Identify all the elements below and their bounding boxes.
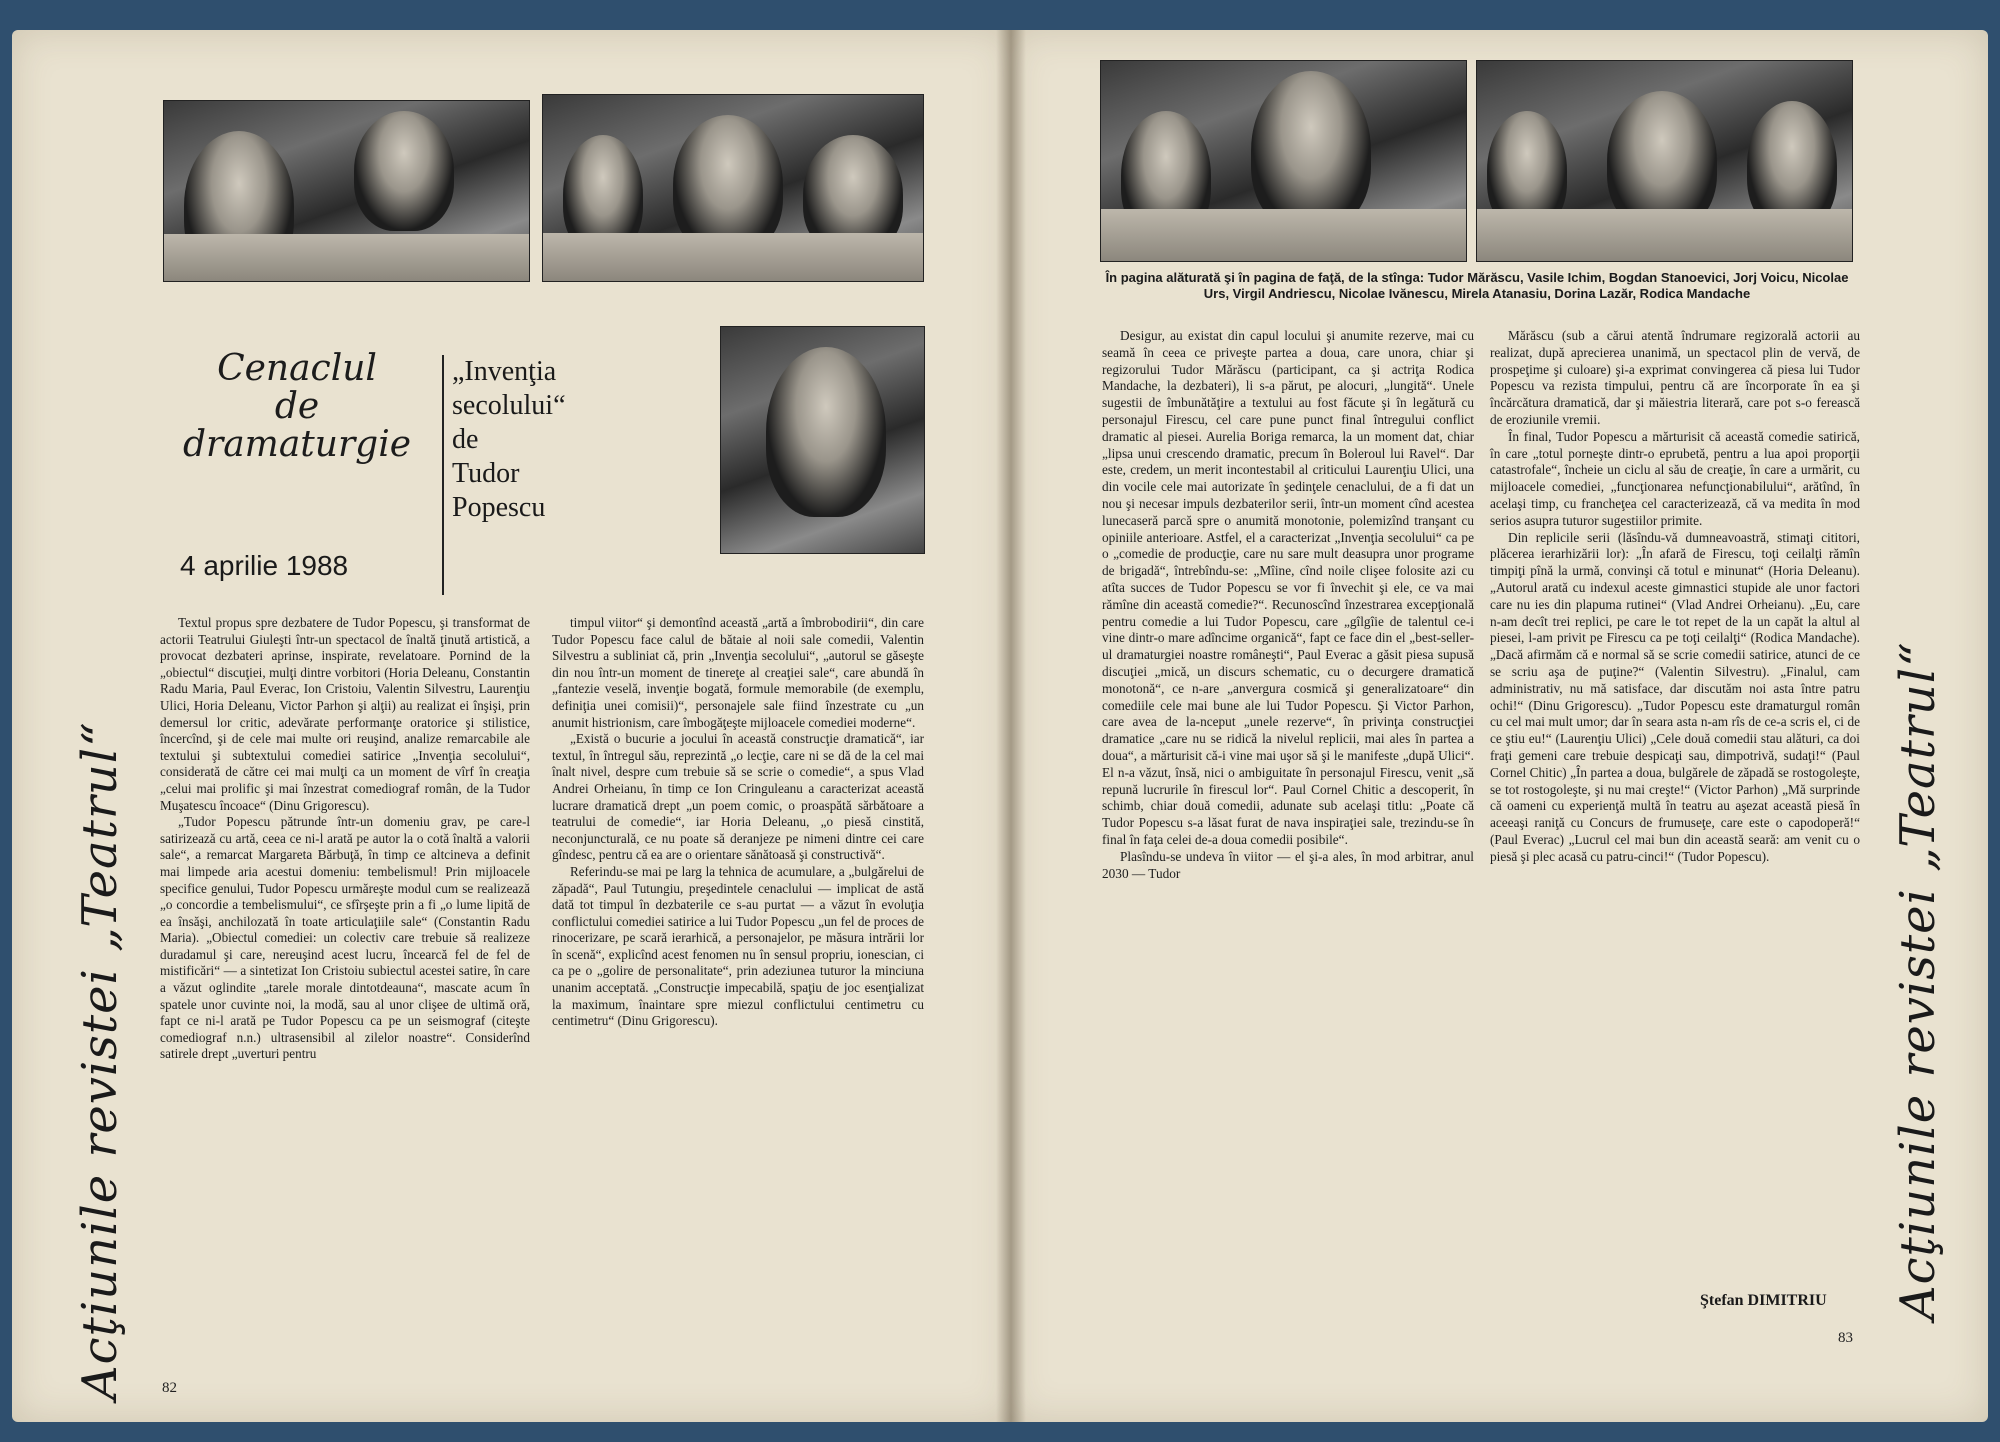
headline-line: de [274,385,320,427]
page-number-left: 82 [162,1380,177,1396]
paragraph: „Tudor Popescu pătrunde într-un domeniu grav, pe care-l satirizează cu artă, ceea ce ni-l arată pe autor la o cotă înaltă a valorii sale“, a remarcat Margareta Bărbuţă, în timp ce altcineva a definit mai limpede aria acestui domeniu: tembelismul! Prin mijloacele specifice genului, Tudor Popescu urmăreşte modul cum se realizează „o concordie a tembelismului“, ce sfîrşeşte prin a fi „o lume lipită de ea însăşi, anchilozată în toate articulaţiile sale“ (Constantin Radu Maria). „Obiectul comediei: un colectiv care trebuie să realizeze duradamul şi care, nereuşind acest lucru, încearcă fel de fel de mistificări“ — a sintetizat Ion Cristoiu subiectul acestei satire, în care a văzut oglindite „tarele morale dintotdeauna“, mascate acum în spatele unor cuvinte noi, la modă, sau al unor clişee de ultimă oră, fapt ce ni-l arată pe Tudor Popescu ca pe un seismograf (citeşte comediograf n.n.) ultrasensibil al zilelor noastre“. Considerînd satirele drept „uverturi pentru [160,814,530,1062]
event-date: 4 aprilie 1988 [180,550,349,581]
article-author: Ştefan DIMITRIU [1700,1292,1827,1309]
paragraph: Plasîndu-se undeva în viitor — el şi-a ales, în mod arbitrar, anul 2030 — Tudor [1102,848,1474,881]
right-column-1 [1102,328,1474,1338]
headline-line: Popescu [452,492,546,523]
sidebar-title-left: Acţiunile revistei „Teatrul“ [72,721,128,1400]
sidebar-title-right: Acţiunile revistei „Teatrul“ [1890,641,1946,1320]
paragraph: timpul viitor“ şi demontînd această „artă a îmbrobodirii“, din care Tudor Popescu face calul de bătaie al noii sale comedii, Valentin Silvestru a subliniat că, prin „Invenţia secolului“, „autorul se găseşte din nou într-un moment de tinereţe al creaţiei sale“, care abundă în „fantezie veselă, invenţie bogată, formule memorabile (de exemplu, definiţia unei comisii)“, personajele sale fiind înzestrate cu „un anumit histrionism, care îmbogăţeşte mijloacele comediei moderne“. [552,615,924,730]
paragraph: În final, Tudor Popescu a mărturisit că această comedie satirică, în care „totul porneşte dintr-o eprubetă, pentru a lua apoi proporţii catastrofale“, încheie un ciclu al său de creaţie, în care a urmărit, cu mijloacele comediei, „funcţionarea nefuncţionabilului“, arătînd, în acelaşi timp, cu francheţea cel caracterizează, că va medita în mod serios asupra tuturor sugestiilor primite. [1490,428,1860,528]
headline-line: „Invenţia [452,356,557,387]
headline-inventia [452,355,652,525]
photo-tudor-popescu [720,326,925,554]
headline-cenaclu [162,350,432,463]
headline-line: Cenaclul [217,348,377,389]
paragraph: Mărăscu (sub a cărui atentă îndrumare regizorală actorii au realizat, după aprecierea unanimă, un spectacol plin de vervă, de prospeţime şi culoare) şi-a exprimat convingerea că piesa lui Tudor Popescu va rezista timpului, pentru că are încorporate în ea şi încărcătura dramatică, dar şi măiestria literară, care pot s-o ferească de eroziunile vremii. [1490,328,1860,427]
page-number-right: 83 [1838,1330,1853,1346]
right-column-2 [1490,328,1860,1278]
photo-caption: În pagina alăturată şi în pagina de faţă, de la stînga: Tudor Mărăscu, Vasile Ichim, Bogdan Stanoevici, Jorj Voicu, Nicolae Urs, Virgil Andriescu, Nicolae Ivănescu, Mirela Atanasiu, Dorina Lazăr, Rodica Mandache [1105,270,1849,301]
left-column-1 [160,615,530,1385]
headline-divider [442,355,444,595]
headline-line: de [452,424,479,455]
paragraph: Desigur, au existat din capul locului şi anumite rezerve, mai cu seamă în ceea ce priveşte partea a doua, care unora, chiar şi regizorului Tudor Mărăscu (participant, ca şi actriţa Rodica Mandache, la dezbateri), li s-a părut, pe alocuri, „lungită“. Unele sugestii de îmbunătăţire a textului au fost făcute şi în legătură cu personajul Firescu, cel care pune punct final întregului conflict dramatic al piesei. Aurelia Boriga remarca, la un moment dat, chiar „lipsa unui crescendo dramatic, precum în Boleroul lui Ravel“. Dar este, credem, un merit incontestabil al criticului Laurenţiu Ulici, una din vocile cele mai autorizate în şedinţele cenaclului, de a fi dat un nou şi necesar impuls dezbaterilor serii, într-un moment cînd acestea lunecaseră parcă spre o anumită monotonie, polemizînd tranşant cu opiniile anterioare. Astfel, el a caracterizat „Invenţia secolului“ ca pe o „comedie de producţie, care nu sare mult deasupra unor programe de brigadă“, întrebîndu-se: „Mîine, cînd noile clişee folosite azi cu atîta succes de Tudor Popescu se vor fi învechit şi ele, ce va mai rămîne din această comedie?“. Recunoscînd înzestrarea excepţională pentru comedie a lui Tudor Popescu, care „gîlgîie de talentul ce-i vine dintr-o mare adîncime organică“, fapt ce face din el „best-seller-ul dramaturgiei noastre româneşti“, Paul Everac a găsit piesa supusă discuţiei „mică, un discurs schematic, cu o decurgere dramatică monotonă“, ce n-are „anvergura cosmică şi generalizatoare“ din comediile cele mai bune ale lui Tudor Popescu. Şi Victor Parhon, care avea de la-nceput „unele rezerve“, în privinţa construcţiei dramatice „care nu se ridică la nivelul replicii, mai ales în partea a doua“, a mărturisit că-i vine mai uşor să şi le manifeste „după Ulici“. El n-a văzut, însă, nici o ambiguitate în personajul Firescu, venit „să repună lucrurile în firescul lor“. Paul Cornel Chitic a descoperit, în schimb, chiar două comedii, adunate sub acelaşi titlu: „Poate că Tudor Popescu s-a lăsat furat de nava inspiraţiei sale, trezindu-se în final în faţa celei de-a doua comedii posibile“. [1102,328,1474,847]
paragraph: Din replicile serii (lăsîndu-vă dumneavoastră, stimaţi cititori, plăcerea ierarhizării lor): „În afară de Firescu, toţi ceilalţi rămîn timpiţi pînă la urmă, convinşi că totul e minunat“ (Horia Deleanu). „Autorul arată cu indexul aceste gimnastici stupide ale unor factori care nu ies din plapuma rutinei“ (Vlad Andrei Orheianu). „Eu, care n-am decît trei replici, pe care le tot repet de la un capăt la altul al piesei, l-am privit pe Firescu ca pe toţi ceilalţi“ (Rodica Mandache). „Dacă afirmăm că e normal să se scrie comedii satirice, atunci de ce se scriu aşa de puţine?“ (Valentin Silvestru). „Finalul, cam administrativ, nu mă satisface, dar discutăm noi asta între patru ochi!“ (Dinu Grigorescu). „Tudor Popescu este dramaturgul român cu cel mai mult umor; dar în seara asta n-am rîs de ce-a scris el, ci de ce ştiu eu!“ (Laurenţiu Ulici) „Cele două comedii stau alături, ca doi fraţi gemeni care trebuie despicaţi sau, dimpotrivă, sudaţi!“ (Paul Cornel Chitic) „În partea a doua, bulgărele de zăpadă se rostogoleşte, se tot rostogoleşte, şi nu mai creşte!“ (Victor Parhon) „Mă surprinde că oameni cu experienţă multă în teatru au aşezat această piesă în aceeaşi raniţă cu Concurs de frumuseţe, care este o capodoperă!“ (Paul Everac) „Lucrul cel mai bun din această seară: am venit cu o piesă şi plec acasă cu patru-cinci!“ (Tudor Popescu). [1490,529,1860,864]
headline-line: secolului“ [452,390,566,421]
paragraph: Textul propus spre dezbatere de Tudor Popescu, şi transformat de actorii Teatrului Giuleşti într-un spectacol de înaltă ţinută artistică, a provocat dezbateri aprinse, inspirate, revelatoare. Pornind de la „obiectul“ discuţiei, mulţi dintre vorbitori (Horia Deleanu, Constantin Radu Maria, Paul Everac, Ion Cristoiu, Valentin Silvestru, Laurenţiu Ulici, Horia Deleanu, Victor Parhon şi alţii) au realizat ei înşişi, prin demersul lor critic, adevărate performanţe oratorice şi stilistice, încercînd, şi de cele mai multe ori reuşind, analize remarcabile ale textului şi subtextului comediei satirice „Invenţia secolului“, considerată de către cei mai mulţi ca un moment de vîrf în creaţia „celui mai prolific şi mai înzestrat comediograf român, de la Tudor Muşatescu încoace“ (Dinu Grigorescu). [160,615,530,813]
headline-line: Tudor [452,458,520,489]
photo-three-people [542,94,924,282]
headline-line: dramaturgie [182,423,412,465]
left-column-2 [552,615,924,1385]
left-page [12,30,1010,1422]
photo-two-men [163,100,530,282]
right-page [1010,30,1988,1422]
paragraph: Referindu-se mai pe larg la tehnica de acumulare, a „bulgărelui de zăpadă“, Paul Tutungiu, preşedintele cenaclului — implicat de astă dată tot timpul în dezbaterile ce s-au purtat — a văzut în evoluţia conflictului comediei satirice a lui Tudor Popescu „un fel de proces de rinocerizare, pe scară ierarhică, a personajelor, pe măsura intrării lor în scenă“, explicînd acest fenomen nu în sensul propriu, ionescian, ci ca pe o „golire de personalitate“, prin adeziunea tuturor la minciuna unanim acceptată. „Construcţie impecabilă, spaţiu de joc esenţializat la maximum, înaintare spre miezul conflictului centimetru cu centimetru“ (Dinu Grigorescu). [552,863,924,1029]
paragraph: „Există o bucurie a jocului în această construcţie dramatică“, iar textul, în întregul său, reprezintă „o lecţie, care ni se dă de la cel mai înalt nivel, despre cum trebuie să se scrie o comedie“, a spus Vlad Andrei Orheianu, în timp ce Ion Cringuleanu a caracterizat această lucrare dramatică drept „un poem comic, o proaspătă sărbătoare a teatrului de comedie“, iar Horia Deleanu, „o piesă cinstită, neconjuncturală, ce nu poate să deranjeze pe nimeni dintre cei care gîndesc, pentru că ea are o orientare sănătoasă şi constructivă“. [552,731,924,863]
photo-four-men [1100,60,1467,262]
photo-four-women [1476,60,1853,262]
